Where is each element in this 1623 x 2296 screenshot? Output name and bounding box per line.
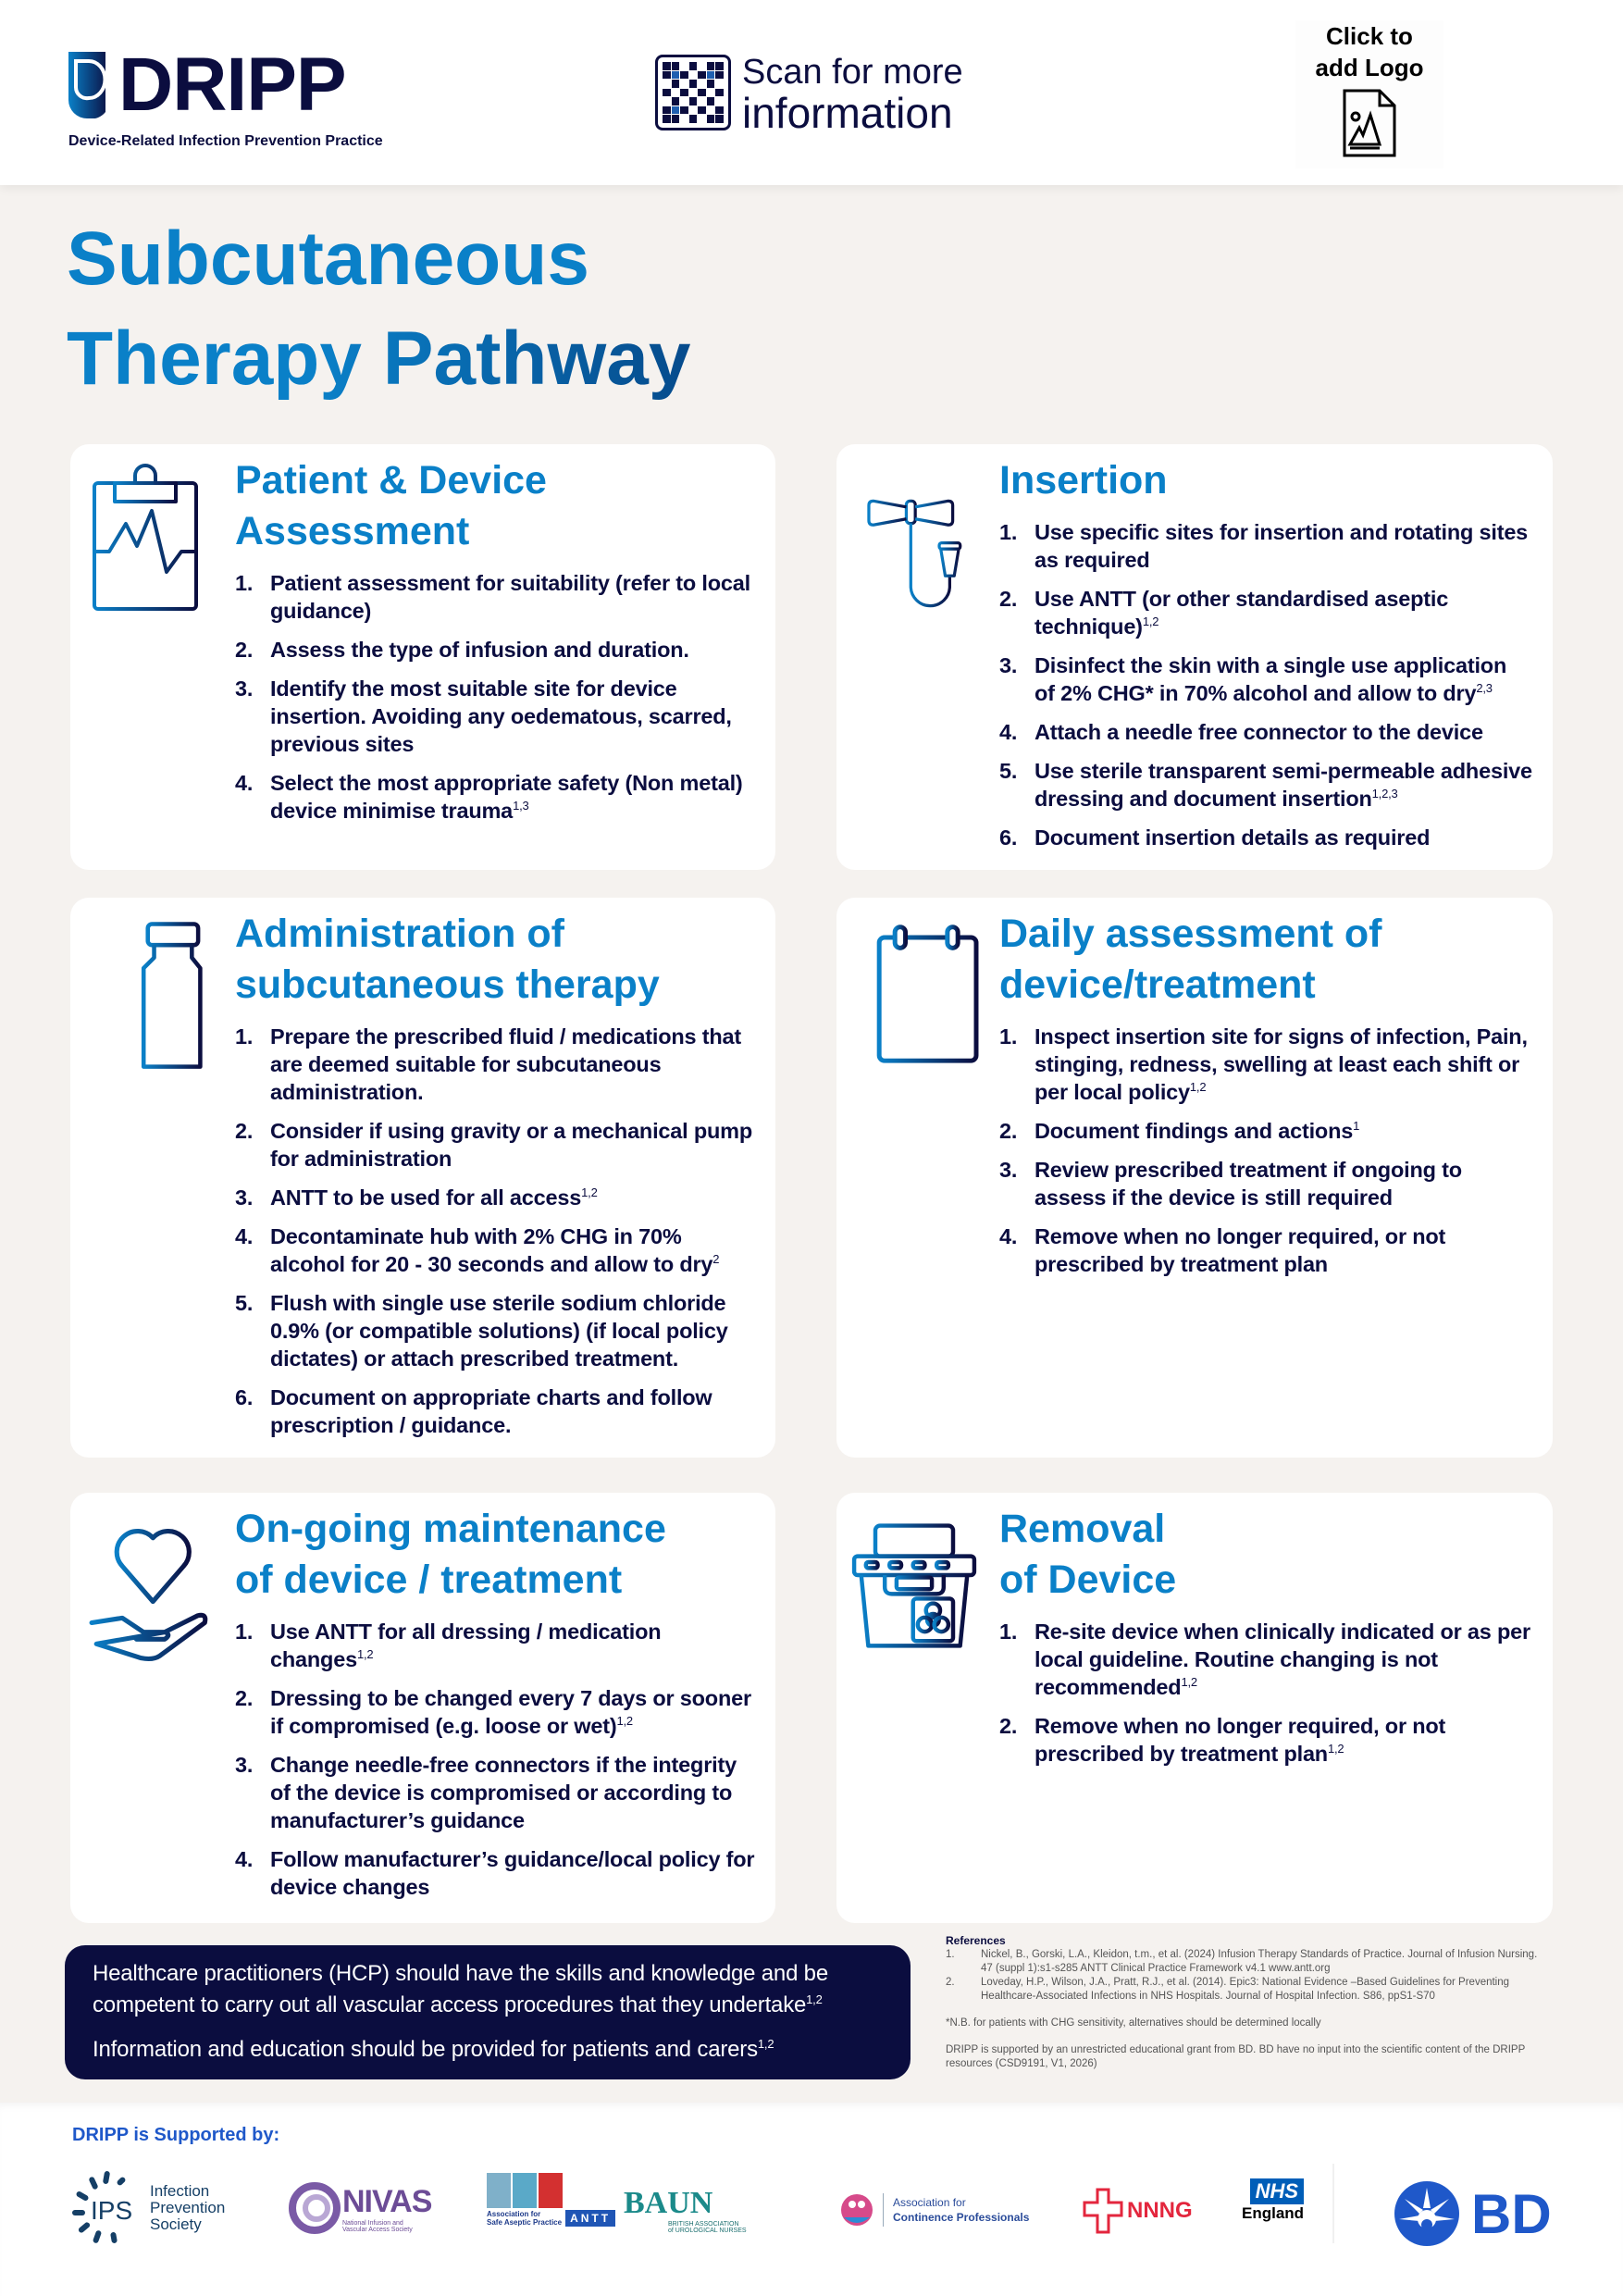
list-item: 2. Dressing to be changed every 7 days or sooner if compromised (e.g. loose or wet)$^{1,2}$ bbox=[235, 1686, 751, 1738]
list-item: 6. Document insertion details as required bbox=[999, 825, 1431, 850]
supporter-logos bbox=[72, 2164, 1567, 2265]
bd-starburst-icon bbox=[1394, 2180, 1460, 2247]
brand-name: DRIPP bbox=[118, 43, 346, 127]
card-administration bbox=[70, 898, 775, 1458]
card-title-line1: On-going maintenance bbox=[235, 1507, 666, 1551]
list-item: 3. ANTT to be used for all access$^{1,2}$ bbox=[235, 1185, 598, 1210]
list-item: 1. Inspect insertion site for signs of infection, Pain, stinging, redness, swelling at least each shift or per local policy$^{1,2}$ bbox=[999, 1024, 1528, 1104]
nivas-swirl-icon bbox=[287, 2180, 342, 2236]
nhs-england-logo: NHS England bbox=[1242, 2179, 1305, 2222]
step-list bbox=[235, 1618, 755, 1912]
list-item: 2. Document findings and actions$^1$ bbox=[999, 1119, 1360, 1143]
list-item: 1. Use ANTT for all dressing / medication changes$^{1,2}$ bbox=[235, 1620, 662, 1671]
list-item: 1. Re-site device when clinically indicated or as per local guideline. Routine changing is not recommended$^{1,2}$ bbox=[999, 1620, 1530, 1699]
list-item: 4. Decontaminate hub with 2% CHG in 70% alcohol for 20 - 30 seconds and allow to dry$^2$ bbox=[235, 1224, 720, 1276]
nivas-logo: NIVAS National Infusion and Vascular Access Society bbox=[287, 2180, 431, 2236]
title-line2: Therapy Pathway bbox=[67, 309, 690, 409]
list-item: 4. Attach a needle free connector to the device bbox=[999, 720, 1483, 744]
step-list bbox=[235, 1023, 755, 1450]
list-item: 4. Remove when no longer required, or not prescribed by treatment plan bbox=[999, 1224, 1446, 1276]
list-item: 5. Use sterile transparent semi-permeable adhesive dressing and document insertion$^{1,2,3}$ bbox=[999, 759, 1532, 811]
step-list bbox=[999, 1618, 1532, 1779]
acp-people-icon bbox=[840, 2191, 873, 2228]
svg-text:IPS: IPS bbox=[91, 2196, 133, 2225]
card-title-line2: device/treatment bbox=[999, 962, 1316, 1007]
references-heading: References bbox=[946, 1934, 1006, 1947]
nnng-logo: NNNG bbox=[1083, 2188, 1193, 2234]
calendar-icon bbox=[864, 922, 994, 1079]
scan-line1: Scan for more bbox=[742, 53, 963, 92]
card-title-line1: Removal bbox=[999, 1507, 1166, 1551]
list-item: 4. Follow manufacturer’s guidance/local policy for device changes bbox=[235, 1847, 755, 1899]
card-title-line2: of device / treatment bbox=[235, 1558, 623, 1602]
sharps-bin-biohazard-icon bbox=[849, 1509, 979, 1667]
card-title-line2: Assessment bbox=[235, 509, 470, 553]
list-item: 1. Patient assessment for suitability (refer to local guidance) bbox=[235, 571, 750, 623]
ips-swirl-icon bbox=[72, 2169, 142, 2247]
card-title-line2: of Device bbox=[999, 1558, 1177, 1602]
hcp-note-text: Healthcare practitioners (HCP) should have the skills and knowledge and be competent to carry out all vascular access procedures that they undertake$^{1,2}$ bbox=[93, 1961, 828, 2017]
acp-logo: Association for Continence Professionals bbox=[840, 2191, 1029, 2228]
card-title-line1: Patient & Device bbox=[235, 458, 547, 503]
qr-code-icon[interactable] bbox=[655, 55, 731, 130]
brand-tagline: Device-Related Infection Prevention Practice bbox=[68, 133, 383, 149]
ips-logo: IPS Infection Prevention Society bbox=[72, 2169, 225, 2247]
card-removal-of-device bbox=[836, 1493, 1553, 1923]
baun-logo: BAUN BRITISH ASSOCIATION of UROLOGICAL NURSES bbox=[624, 2186, 747, 2234]
clipboard-heartbeat-icon bbox=[91, 461, 220, 618]
list-item: 1. Prepare the prescribed fluid / medications that are deemed suitable for subcutaneous administration. bbox=[235, 1024, 742, 1104]
list-item: 1. Use specific sites for insertion and rotating sites as required bbox=[999, 520, 1529, 572]
card-insertion bbox=[836, 444, 1553, 870]
step-list bbox=[999, 518, 1532, 863]
bd-logo: BD bbox=[1394, 2180, 1552, 2247]
add-logo-line2: add Logo bbox=[1315, 54, 1424, 81]
list-item: 3. Review prescribed treatment if ongoing to assess if the device is still required bbox=[999, 1158, 1462, 1210]
list-item: 6. Document on appropriate charts and follow prescription / guidance. bbox=[235, 1385, 712, 1437]
card-title-line1: Insertion bbox=[999, 458, 1168, 503]
logo-divider bbox=[1332, 2164, 1334, 2243]
add-logo-line1: Click to bbox=[1326, 22, 1413, 50]
chg-sensitivity-note: *N.B. for patients with CHG sensitivity, alternatives should be determined locally bbox=[946, 2017, 1321, 2029]
list-item: 2. Remove when no longer required, or not prescribed by treatment plan$^{1,2}$ bbox=[999, 1714, 1446, 1766]
list-item: 5. Flush with single use sterile sodium chloride 0.9% (or compatible solutions) (if local policy dictates) or attach prescribed treatment. bbox=[235, 1291, 728, 1371]
header bbox=[0, 0, 1623, 185]
list-item: 2. Assess the type of infusion and duration. bbox=[235, 638, 689, 662]
card-title-line1: Administration of bbox=[235, 912, 564, 956]
reference-item: 1. Nickel, B., Gorski, L.A., Kleidon, t.m., et al. (2024) Infusion Therapy Standards of Practice. Journal of Infusion Nursing. 47 (suppl 1):s1-s285 ANTT Clinical Practice Framework v4.1 www.antt.org bbox=[946, 1949, 1538, 1974]
image-file-icon bbox=[1343, 89, 1396, 157]
supported-by-heading: DRIPP is Supported by: bbox=[72, 2125, 280, 2145]
butterfly-needle-icon bbox=[855, 459, 985, 616]
step-list bbox=[235, 569, 755, 836]
card-ongoing-maintenance bbox=[70, 1493, 775, 1923]
grant-disclaimer: DRIPP is supported by an unrestricted educational grant from BD. BD have no input into the scientific content of the DRIPP resources (CSD9191, V1, 2026) bbox=[946, 2044, 1526, 2069]
list-item: 4. Select the most appropriate safety (Non metal) device minimise trauma$^{1,3}$ bbox=[235, 771, 743, 823]
list-item: 2. Consider if using gravity or a mechanical pump for administration bbox=[235, 1119, 752, 1171]
dripp-drop-icon bbox=[68, 52, 105, 118]
heart-in-hand-icon bbox=[87, 1508, 217, 1665]
card-title-line1: Daily assessment of bbox=[999, 912, 1382, 956]
list-item: 3. Disinfect the skin with a single use application of 2% CHG* in 70% alcohol and allow to dry$^{2,3}$ bbox=[999, 653, 1507, 705]
education-note-text: Information and education should be provided for patients and carers$^{1,2}$ bbox=[93, 2037, 774, 2062]
list-item: 3. Identify the most suitable site for device insertion. Avoiding any oedematous, scarred, previous sites bbox=[235, 676, 732, 756]
list-item: 2. Use ANTT (or other standardised aseptic technique)$^{1,2}$ bbox=[999, 587, 1449, 639]
nnng-cross-icon bbox=[1083, 2188, 1123, 2234]
list-item: 3. Change needle-free connectors if the integrity of the device is compromised or according to manufacturer’s guidance bbox=[235, 1753, 737, 1832]
dripp-logo bbox=[68, 43, 383, 150]
references bbox=[946, 1934, 1538, 2071]
title-line1: Subcutaneous bbox=[67, 217, 589, 301]
footer bbox=[0, 2103, 1623, 2296]
card-title-line2: subcutaneous therapy bbox=[235, 962, 660, 1007]
step-list bbox=[999, 1023, 1532, 1289]
scan-for-info[interactable] bbox=[655, 52, 963, 137]
card-patient-device-assessment bbox=[70, 444, 775, 870]
reference-item: 2. Loveday, H.P., Wilson, J.A., Pratt, R.J., et al. (2014). Epic3: National Evidence –Based Guidelines for Preventing Healthcare-Associated Infections in NHS Hospitals. Journal of Hospital Infection. S86, ppS1-S70 bbox=[946, 1977, 1510, 2002]
add-logo-placeholder[interactable] bbox=[1295, 20, 1443, 168]
card-daily-assessment bbox=[836, 898, 1553, 1458]
hcp-note-box bbox=[65, 1945, 911, 2079]
scan-line2: information bbox=[742, 89, 953, 137]
antt-logo: Association for Safe Aseptic Practice ANTT bbox=[487, 2173, 615, 2227]
page-title bbox=[67, 209, 690, 409]
medicine-vial-icon bbox=[117, 920, 246, 1077]
